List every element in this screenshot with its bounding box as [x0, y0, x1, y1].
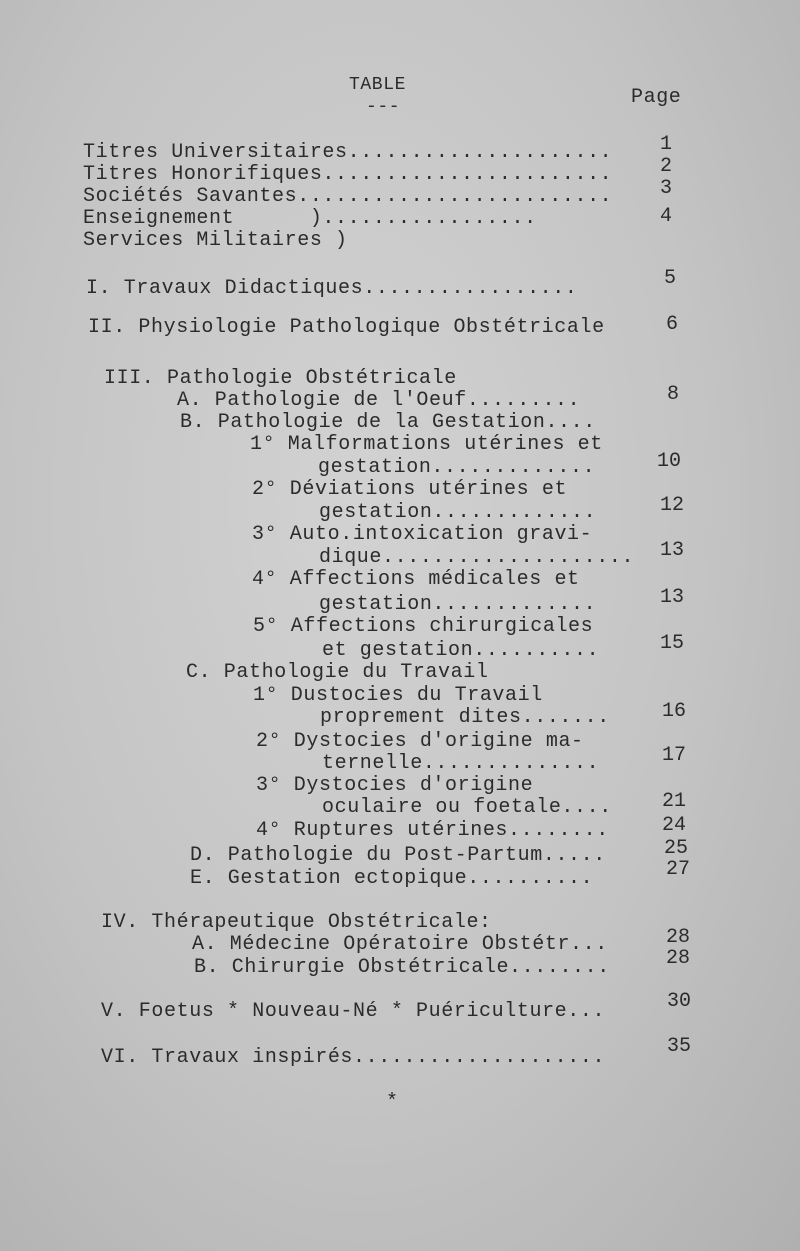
toc-entry-iii-c-1: 1° Dustocies du Travail — [253, 684, 543, 707]
toc-page-number: 8 — [667, 383, 680, 406]
toc-entry-titres-honorifiques: Titres Honorifiques....................... — [83, 163, 613, 186]
toc-entry-iii-b-5: 5° Affections chirurgicales — [253, 615, 594, 638]
toc-page-number: 13 — [660, 539, 685, 562]
toc-page-number: 5 — [664, 267, 677, 290]
toc-entry-iii-b-4-cont: gestation............. — [319, 593, 597, 616]
toc-page-number: 24 — [662, 814, 687, 837]
footer-asterisk: * — [386, 1091, 399, 1114]
toc-page-number: 25 — [664, 837, 689, 860]
toc-page-number: 1 — [660, 133, 673, 156]
toc-entry-iii-e: E. Gestation ectopique.......... — [190, 867, 594, 890]
toc-page-number: 28 — [666, 926, 691, 949]
toc-page-number: 35 — [667, 1035, 692, 1058]
toc-entry-iii-b-5-cont: et gestation.......... — [322, 639, 600, 662]
toc-page-number: 21 — [662, 790, 687, 813]
toc-entry-societes-savantes: Sociétés Savantes......................... — [83, 185, 613, 208]
toc-page-number: 17 — [662, 744, 687, 767]
toc-entry-iii-d: D. Pathologie du Post-Partum..... — [190, 844, 606, 867]
toc-entry-iii-b-4: 4° Affections médicales et — [252, 568, 580, 591]
toc-page-number: 6 — [666, 313, 679, 336]
page-column-header: Page — [631, 86, 682, 109]
toc-page-number: 15 — [660, 632, 685, 655]
toc-entry-section-i: I. Travaux Didactiques................. — [86, 277, 578, 300]
toc-entry-services-militaires: Services Militaires ) — [83, 229, 348, 252]
toc-page-number: 12 — [660, 494, 685, 517]
toc-entry-section-ii: II. Physiologie Pathologique Obstétricale — [88, 316, 605, 339]
toc-entry-iii-c-3-cont: oculaire ou foetale.... — [322, 796, 612, 819]
toc-entry-iii-b-3: 3° Auto.intoxication gravi- — [252, 523, 593, 546]
toc-entry-iii-b-3-cont: dique.................... — [319, 546, 635, 569]
toc-entry-iii-b-1: 1° Malformations utérines et — [250, 433, 603, 456]
toc-entry-section-vi: VI. Travaux inspirés.................... — [101, 1046, 606, 1069]
toc-entry-iii-b-2-cont: gestation............. — [319, 501, 597, 524]
toc-entry-iv-b: B. Chirurgie Obstétricale........ — [194, 956, 610, 979]
toc-page-number: 27 — [666, 858, 691, 881]
toc-page-number: 16 — [662, 700, 687, 723]
toc-entry-iii-c-3: 3° Dystocies d'origine — [256, 774, 534, 797]
toc-page-number: 10 — [657, 450, 682, 473]
toc-page-number: 28 — [666, 947, 691, 970]
toc-entry-titres-universitaires: Titres Universitaires..................... — [83, 141, 613, 164]
toc-entry-section-iii: III. Pathologie Obstétricale — [104, 367, 457, 390]
toc-entry-iii-b: B. Pathologie de la Gestation.... — [180, 411, 596, 434]
toc-entry-iii-c: C. Pathologie du Travail — [186, 661, 489, 684]
toc-page-number: 13 — [660, 586, 685, 609]
toc-entry-section-v: V. Foetus * Nouveau-Né * Puériculture... — [101, 1000, 606, 1023]
toc-entry-iv-a: A. Médecine Opératoire Obstétr... — [192, 933, 608, 956]
toc-page-number: 2 — [660, 155, 673, 178]
toc-page-number: 3 — [660, 177, 673, 200]
toc-page-number: 30 — [667, 990, 692, 1013]
toc-entry-section-iv: IV. Thérapeutique Obstétricale: — [101, 911, 492, 934]
toc-entry-iii-c-4: 4° Ruptures utérines........ — [256, 819, 609, 842]
toc-entry-iii-b-2: 2° Déviations utérines et — [252, 478, 568, 501]
toc-entry-iii-c-2-cont: ternelle.............. — [322, 752, 600, 775]
toc-entry-enseignement: Enseignement )................. — [83, 207, 537, 230]
toc-page-number: 4 — [660, 205, 673, 228]
toc-entry-iii-b-1-cont: gestation............. — [318, 456, 596, 479]
toc-entry-iii-c-1-cont: proprement dites....... — [320, 706, 610, 729]
title-rule: --- — [366, 97, 401, 117]
toc-entry-iii-c-2: 2° Dystocies d'origine ma- — [256, 730, 584, 753]
toc-entry-iii-a: A. Pathologie de l'Oeuf......... — [177, 389, 581, 412]
table-title: TABLE — [349, 75, 407, 95]
